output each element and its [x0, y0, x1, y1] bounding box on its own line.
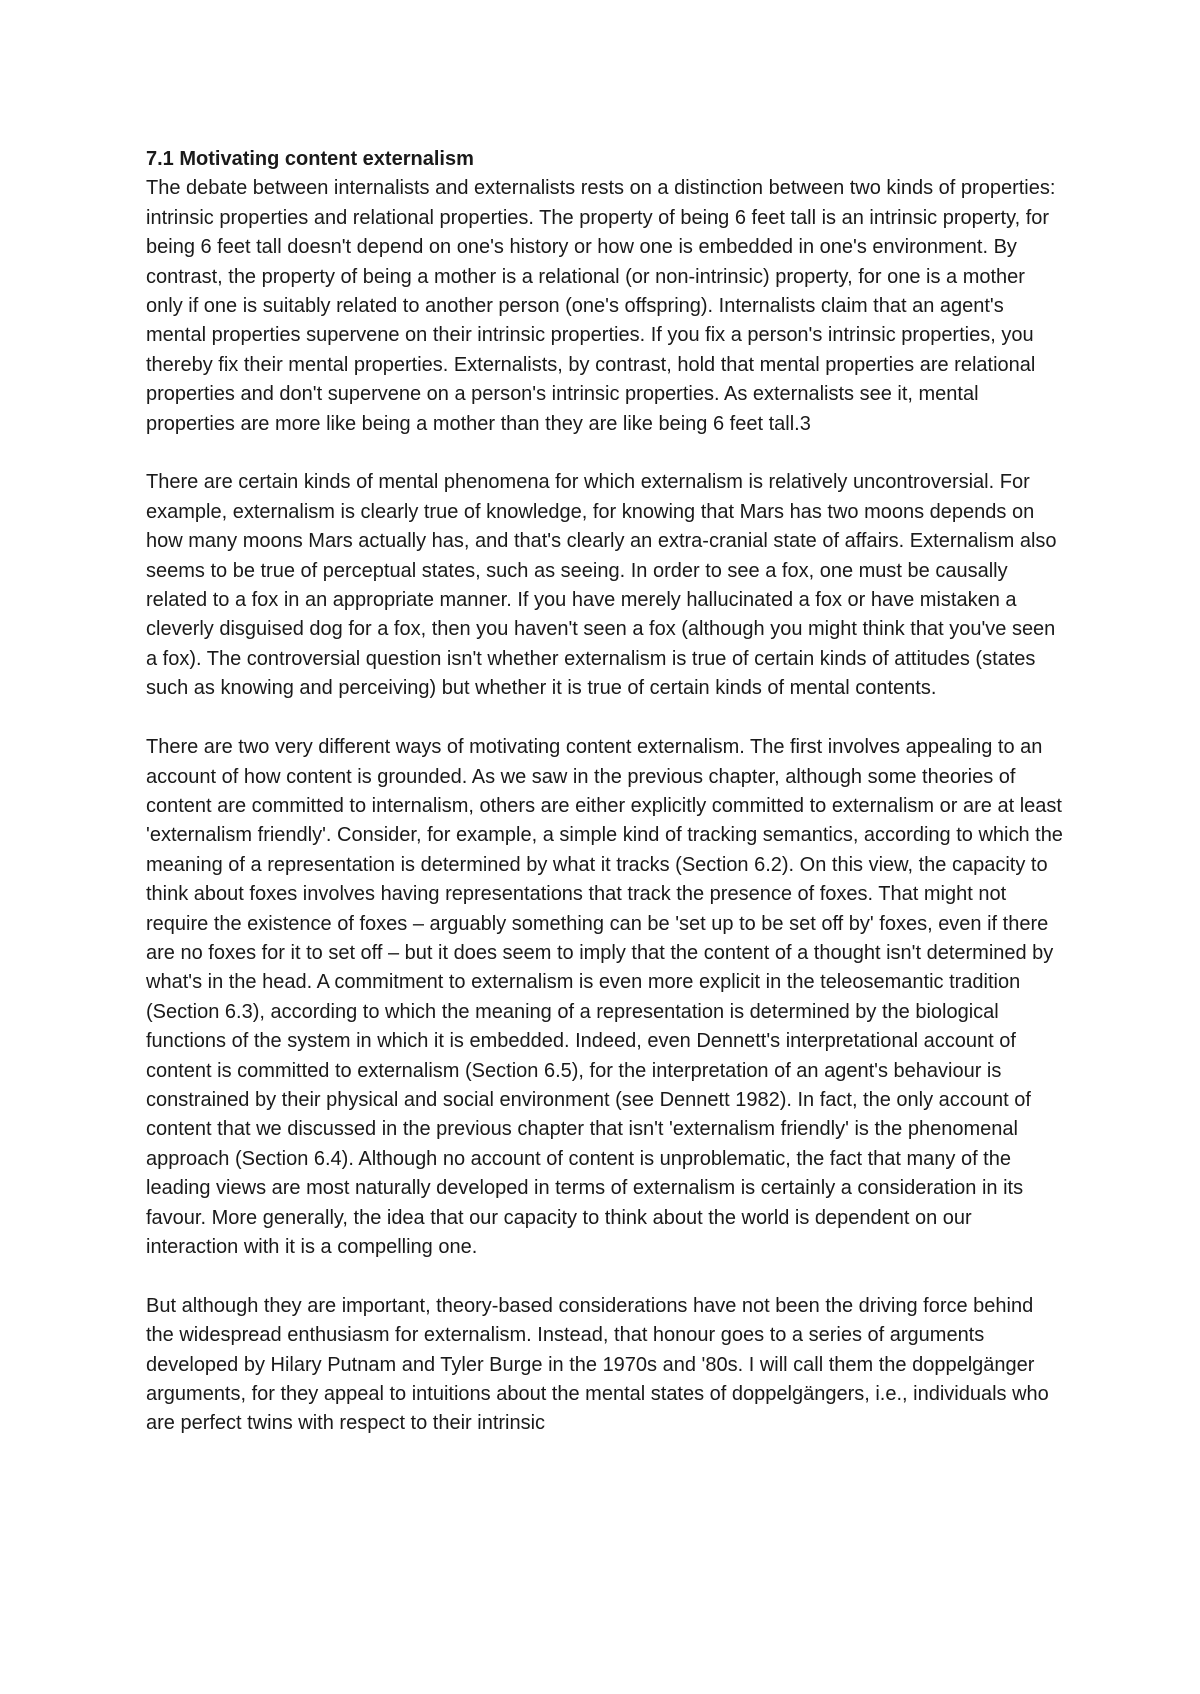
document-page — [146, 145, 1066, 1468]
paragraph-intrinsic-relational: The debate between internalists and externalists rests on a distinction between two kinds of properties: intrinsic properties and relational properties. The property of being 6 feet tall is an intrinsic property, for being 6 feet tall doesn't depend on one's history or how one is embedded in one's environment. By contrast, the property of being a mother is a relational (or non-intrinsic) property, for one is a mother only if one is suitably related to another person (one's offspring). Internalists claim that an agent's mental properties supervene on their intrinsic properties. If you fix a person's intrinsic properties, you thereby fix their mental properties. Externalists, by contrast, hold that mental properties are relational properties and don't supervene on a person's intrinsic properties. As externalists see it, mental properties are more like being a mother than they are like being 6 feet tall.3 — [146, 177, 1056, 435]
section-title: 7.1 Motivating content externalism — [146, 148, 474, 170]
paragraph-doppelganger-arguments: But although they are important, theory-based considerations have not been the driving force behind the widespread enthusiasm for externalism. Instead, that honour goes to a series of arguments developed by Hilary Putnam and Tyler Burge in the 1970s and '80s. I will call them the doppelgänger arguments, for they appeal to intuitions about the mental states of doppelgängers, i.e., individuals who are perfect twins with respect to their intrinsic — [146, 1294, 1049, 1435]
paragraph-motivating-externalism: There are two very different ways of motivating content externalism. The first involves appealing to an account of how content is grounded. As we saw in the previous chapter, although some theories of content are committed to internalism, others are either explicitly committed to externalism or are at least 'externalism friendly'. Consider, for example, a simple kind of tracking semantics, according to which the meaning of a representation is determined by what it tracks (Section 6.2). On this view, the capacity to think about foxes involves having representations that track the presence of foxes. That might not require the existence of foxes – arguably something can be 'set up to be set off by' foxes, even if there are no foxes for it to set off – but it does seem to imply that the content of a thought isn't determined by what's in the head. A commitment to externalism is even more explicit in the teleosemantic tradition (Section 6.3), according to which the meaning of a representation is determined by the biological functions of the system in which it is embedded. Indeed, even Dennett's interpretational account of content is committed to externalism (Section 6.5), for the interpretation of an agent's behaviour is constrained by their physical and social environment (see Dennett 1982). In fact, the only account of content that we discussed in the previous chapter that isn't 'externalism friendly' is the phenomenal approach (Section 6.4). Although no account of content is unproblematic, the fact that many of the leading views are most naturally developed in terms of externalism is certainly a consideration in its favour. More generally, the idea that our capacity to think about the world is dependent on our interaction with it is a compelling one. — [146, 736, 1063, 1258]
paragraph-mental-phenomena: There are certain kinds of mental phenomena for which externalism is relatively uncontroversial. For example, externalism is clearly true of knowledge, for knowing that Mars has two moons depends on how many moons Mars actually has, and that's clearly an extra-cranial state of affairs. Externalism also seems to be true of perceptual states, such as seeing. In order to see a fox, one must be causally related to a fox in an appropriate manner. If you have merely hallucinated a fox or have mistaken a cleverly disguised dog for a fox, then you haven't seen a fox (although you might think that you've seen a fox). The controversial question isn't whether externalism is true of certain kinds of attitudes (states such as knowing and perceiving) but whether it is true of certain kinds of mental contents. — [146, 471, 1057, 700]
